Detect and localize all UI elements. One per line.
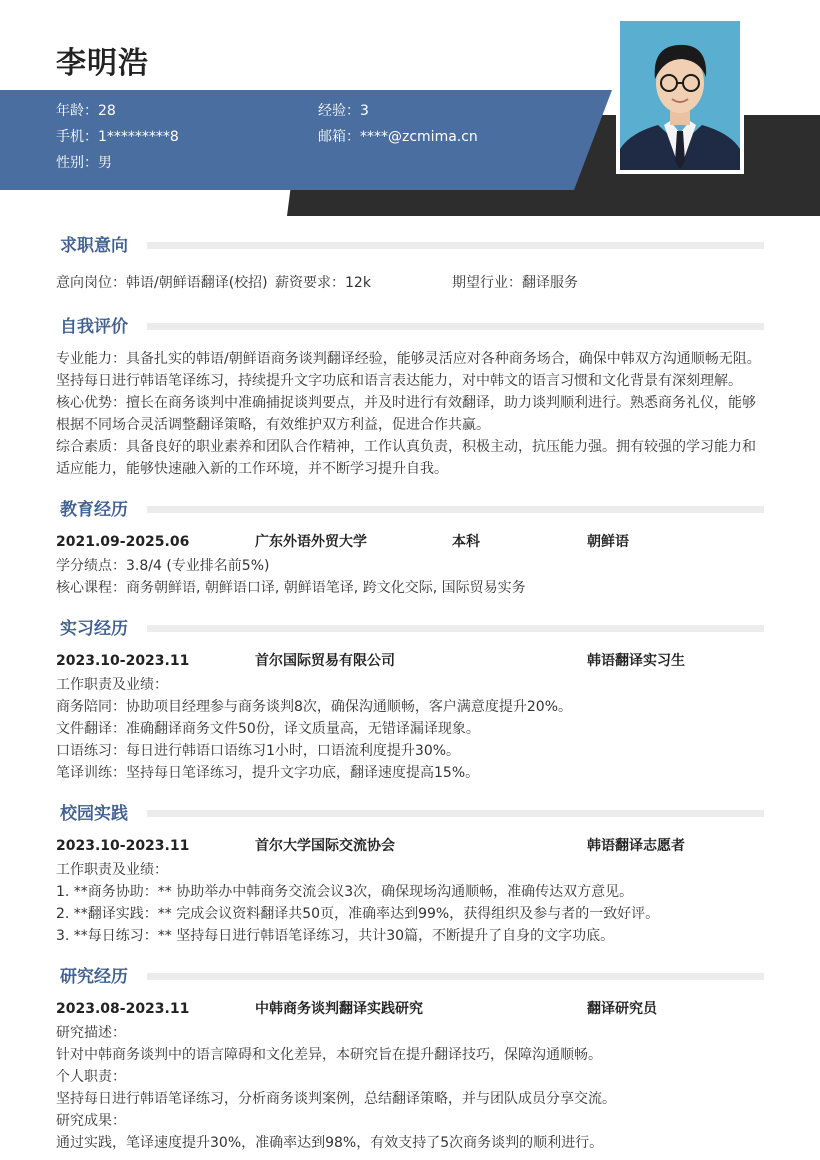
campus-period: 2023.10-2023.11: [56, 838, 190, 854]
text-line: 3. **每日练习：** 坚持每日进行韩语笔译练习，共计30篇，不断提升了自身的文字功底。: [56, 928, 615, 944]
text-line: 专业能力：具备扎实的韩语/朝鲜语商务谈判翻译经验，能够灵活应对各种商务场合，确保中韩双方沟通顺畅无阻。: [56, 351, 761, 367]
section-title-research: 研究经历: [60, 967, 128, 987]
internship-details: [56, 674, 766, 784]
text-line: 个人职责：: [56, 1069, 126, 1085]
campus-organization: 首尔大学国际交流协会: [255, 838, 395, 854]
text-line: 口语练习：每日进行韩语口语练习1小时，口语流利度提升30%。: [56, 743, 461, 759]
candidate-name: 李明浩: [56, 46, 149, 81]
text-line: 1. **商务协助：** 协助举办中韩商务交流会议3次，确保现场沟通顺畅，准确传达双方意见。: [56, 884, 634, 900]
section-title-internship: 实习经历: [60, 619, 128, 639]
text-line: 工作职责及业绩：: [56, 862, 168, 878]
text-line: 通过实践，笔译速度提升30%，准确率达到98%，有效支持了5次商务谈判的顺利进行。: [56, 1135, 604, 1151]
research-details: [56, 1022, 766, 1154]
text-line: 笔译训练：坚持每日笔译练习，提升文字功底，翻译速度提高15%。: [56, 765, 480, 781]
text-line: 商务陪同：协助项目经理参与商务谈判8次，确保沟通顺畅，客户满意度提升20%。: [56, 699, 573, 715]
desired-industry: 期望行业：翻译服务: [452, 275, 578, 291]
experience: 经验：3: [318, 103, 369, 119]
education-period: 2021.09-2025.06: [56, 534, 190, 550]
degree: 本科: [452, 534, 480, 550]
gpa: 学分绩点：3.8/4 (专业排名前5%): [56, 558, 270, 574]
internship-period: 2023.10-2023.11: [56, 653, 190, 669]
text-line: 2. **翻译实践：** 完成会议资料翻译共50页，准确率达到99%，获得组织及参与者的一致好评。: [56, 906, 660, 922]
internship-role: 韩语翻译实习生: [587, 653, 685, 669]
major: 朝鲜语: [587, 534, 629, 550]
section-divider: [147, 973, 764, 980]
text-line: 核心优势：擅长在商务谈判中准确捕捉谈判要点，并及时进行有效翻译，助力谈判顺利进行。熟悉商务礼仪，能够: [56, 395, 756, 411]
section-title-campus: 校园实践: [60, 804, 128, 824]
text-line: 研究成果：: [56, 1113, 126, 1129]
section-title-education: 教育经历: [60, 500, 128, 520]
section-divider: [147, 810, 764, 817]
phone: 手机：1*********8: [56, 129, 179, 145]
portrait-image: [620, 21, 740, 170]
school-name: 广东外语外贸大学: [255, 534, 367, 550]
text-line: 研究描述：: [56, 1025, 126, 1041]
text-line: 文件翻译：准确翻译商务文件50份，译文质量高，无错译漏译现象。: [56, 721, 480, 737]
section-divider: [147, 506, 764, 513]
desired-position: 意向岗位：韩语/朝鲜语翻译(校招): [56, 275, 268, 291]
section-divider: [147, 323, 764, 330]
age: 年龄：28: [56, 103, 116, 119]
email: 邮箱：****@zcmima.cn: [318, 129, 478, 145]
section-divider: [147, 625, 764, 632]
text-line: 根据不同场合灵活调整翻译策略，有效维护双方利益，促进合作共赢。: [56, 417, 490, 433]
profile-photo: [616, 17, 744, 174]
research-period: 2023.08-2023.11: [56, 1001, 190, 1017]
section-divider: [147, 242, 764, 249]
salary-expectation: 薪资要求：12k: [275, 275, 371, 291]
gender: 性别：男: [56, 155, 112, 171]
text-line: 针对中韩商务谈判中的语言障碍和文化差异，本研究旨在提升翻译技巧，保障沟通顺畅。: [56, 1047, 602, 1063]
research-role: 翻译研究员: [587, 1001, 657, 1017]
text-line: 工作职责及业绩：: [56, 677, 168, 693]
internship-company: 首尔国际贸易有限公司: [255, 653, 395, 669]
self-evaluation-text: [56, 348, 766, 480]
text-line: 综合素质：具备良好的职业素养和团队合作精神，工作认真负责，积极主动，抗压能力强。拥有较强的学习能力和: [56, 439, 756, 455]
campus-details: [56, 859, 766, 947]
research-project: 中韩商务谈判翻译实践研究: [255, 1001, 423, 1017]
section-title-self-evaluation: 自我评价: [60, 317, 128, 337]
text-line: 坚持每日进行韩语笔译练习，持续提升文字功底和语言表达能力，对中韩文的语言习惯和文化背景有深刻理解。: [56, 373, 742, 389]
text-line: 坚持每日进行韩语笔译练习，分析商务谈判案例，总结翻译策略，并与团队成员分享交流。: [56, 1091, 616, 1107]
campus-role: 韩语翻译志愿者: [587, 838, 685, 854]
core-courses: 核心课程：商务朝鲜语, 朝鲜语口译, 朝鲜语笔译, 跨文化交际, 国际贸易实务: [56, 580, 526, 596]
section-title-objective: 求职意向: [60, 236, 128, 256]
text-line: 适应能力，能够快速融入新的工作环境，并不断学习提升自我。: [56, 461, 448, 477]
